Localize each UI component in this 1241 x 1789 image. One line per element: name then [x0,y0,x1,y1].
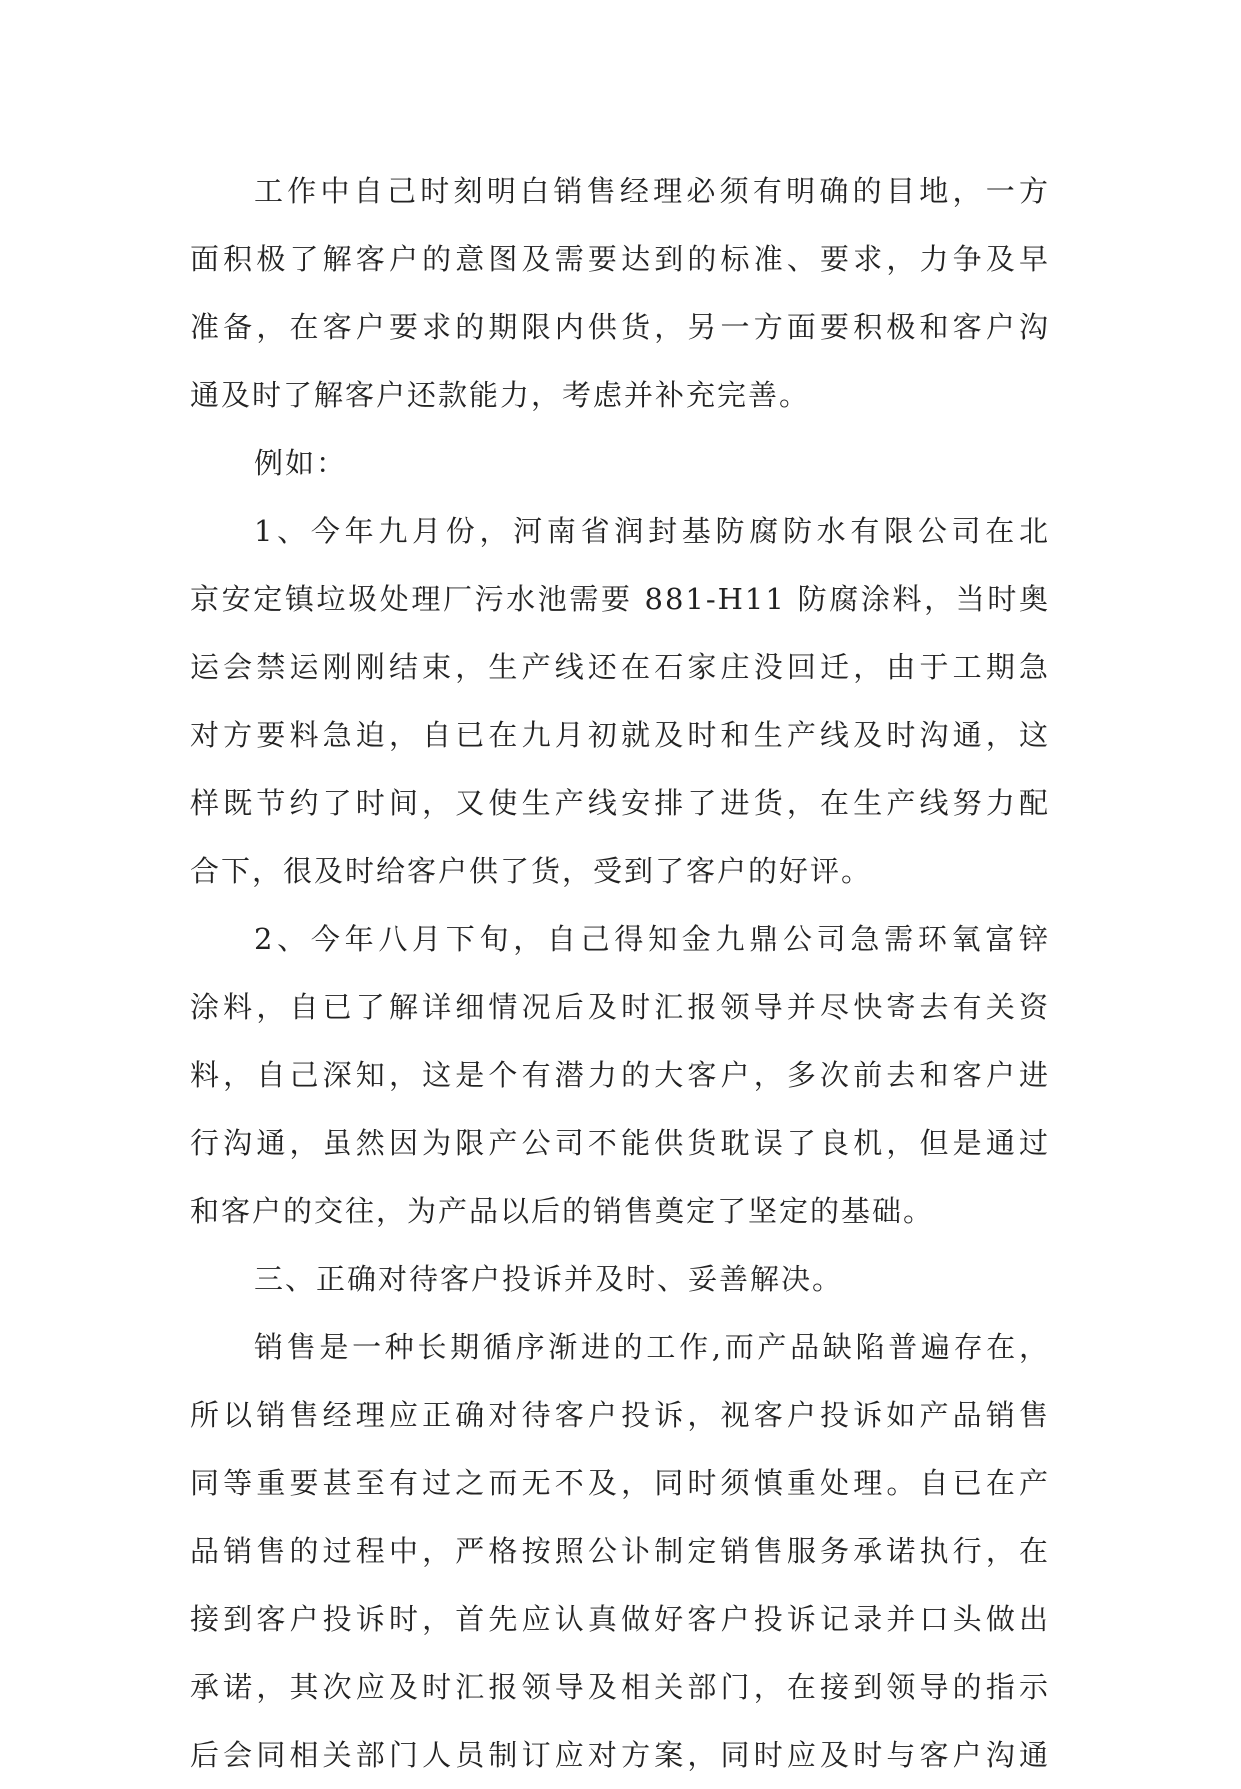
text-line: 销售是一种长期循序渐进的工作,而产品缺陷普遍存在， [254,1330,1050,1364]
text-line: 行沟通，虽然因为限产公司不能供货耽误了良机，但是通过 [190,1126,1050,1160]
text-line: 料，自己深知，这是个有潜力的大客户，多次前去和客户进 [190,1058,1050,1092]
text-line: 合下，很及时给客户供了货，受到了客户的好评。 [190,854,873,888]
text-line: 2、今年八月下旬，自己得知金九鼎公司急需环氧富锌 [254,922,1050,956]
text-line: 面积极了解客户的意图及需要达到的标准、要求，力争及早 [190,242,1050,276]
text-line: 工作中自己时刻明白销售经理必须有明确的目地，一方 [254,174,1050,208]
text-line: 例如： [254,446,348,480]
text-line: 1、今年九月份，河南省润封基防腐防水有限公司在北 [254,514,1050,548]
document-body [190,157,1050,1789]
text-line: 同等重要甚至有过之而无不及，同时须慎重处理。自已在产 [190,1466,1050,1500]
text-line: 承诺，其次应及时汇报领导及相关部门，在接到领导的指示 [190,1670,1050,1704]
text-line: 通及时了解客户还款能力，考虑并补充完善。 [190,378,811,412]
text-line: 三、正确对待客户投诉并及时、妥善解决。 [254,1262,844,1296]
text-line: 接到客户投诉时，首先应认真做好客户投诉记录并口头做出 [190,1602,1050,1636]
text-line: 品销售的过程中，严格按照公讣制定销售服务承诺执行，在 [190,1534,1050,1568]
text-line: 对方要料急迫，自已在九月初就及时和生产线及时沟通，这 [190,718,1050,752]
text-line: 京安定镇垃圾处理厂污水池需要 881-H11 防腐涂料，当时奥 [190,582,1050,616]
text-line: 和客户的交往，为产品以后的销售奠定了坚定的基础。 [190,1194,935,1228]
text-line: 涂料，自已了解详细情况后及时汇报领导并尽快寄去有关资 [190,990,1050,1024]
text-line: 准备，在客户要求的期限内供货，另一方面要积极和客户沟 [190,310,1050,344]
text-line: 所以销售经理应正确对待客户投诉，视客户投诉如产品销售 [190,1398,1050,1432]
text-line: 后会同相关部门人员制订应对方案，同时应及时与客户沟通 [190,1738,1050,1772]
text-line: 样既节约了时间，又使生产线安排了进货，在生产线努力配 [190,786,1050,820]
text-line: 运会禁运刚刚结束，生产线还在石家庄没回迁，由于工期急 [190,650,1050,684]
